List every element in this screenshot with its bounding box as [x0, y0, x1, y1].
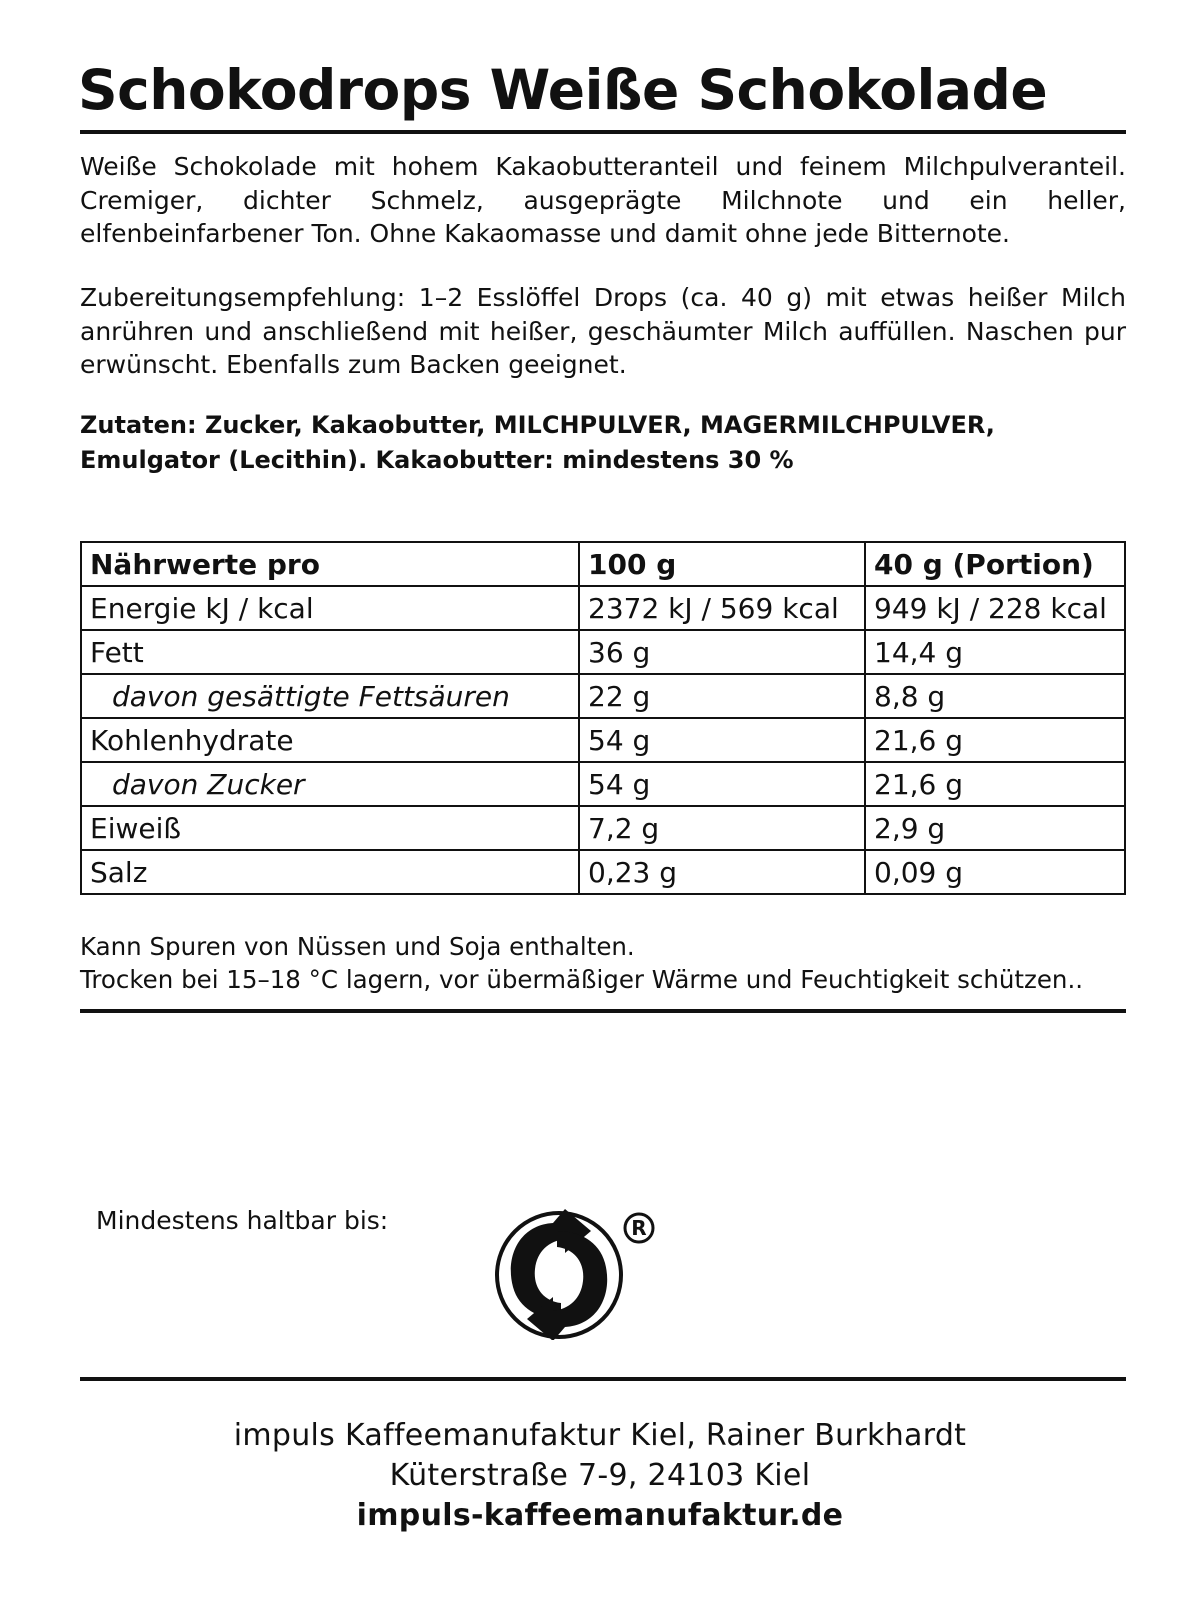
best-before-label: Mindestens haltbar bis: — [96, 1206, 389, 1235]
nutrient-label: Salz — [81, 850, 579, 894]
green-dot-recycling-icon — [494, 1200, 669, 1340]
value-per-100g: 7,2 g — [579, 806, 865, 850]
storage-note: Trocken bei 15–18 °C lagern, vor übermäßiger Wärme und Feuchtigkeit schützen.. — [80, 965, 1084, 994]
allergen-note: Kann Spuren von Nüssen und Soja enthalten. — [80, 932, 635, 961]
nutrient-label: Fett — [81, 630, 579, 674]
table-row — [81, 586, 1125, 630]
value-per-portion: 949 kJ / 228 kcal — [865, 586, 1125, 630]
value-per-portion: 2,9 g — [865, 806, 1125, 850]
value-per-portion: 21,6 g — [865, 718, 1125, 762]
value-per-100g: 2372 kJ / 569 kcal — [579, 586, 865, 630]
nutrient-label: Energie kJ / kcal — [81, 586, 579, 630]
value-per-100g: 54 g — [579, 762, 865, 806]
table-row — [81, 718, 1125, 762]
nutrient-label: Eiweiß — [81, 806, 579, 850]
table-row — [81, 806, 1125, 850]
value-per-portion: 21,6 g — [865, 762, 1125, 806]
header-nutrient: Nährwerte pro — [81, 542, 579, 586]
notes-divider — [80, 1009, 1126, 1013]
footer-website[interactable]: impuls-kaffeemanufaktur.de — [356, 1498, 844, 1533]
ingredients-list: Zutaten: Zucker, Kakaobutter, MILCHPULVER, MAGERMILCHPULVER, Emulgator (Lecithin). Kakaobutter: mindestens 30 % — [80, 411, 995, 474]
value-per-100g: 0,23 g — [579, 850, 865, 894]
nutrition-table — [80, 541, 1126, 895]
value-per-portion: 8,8 g — [865, 674, 1125, 718]
footer-address: Küterstraße 7-9, 24103 Kiel — [389, 1458, 811, 1493]
product-title: Schokodrops Weiße Schokolade — [78, 58, 1048, 122]
table-row — [81, 762, 1125, 806]
value-per-portion: 0,09 g — [865, 850, 1125, 894]
footer-divider — [80, 1377, 1126, 1381]
table-row — [81, 674, 1125, 718]
value-per-100g: 22 g — [579, 674, 865, 718]
nutrient-label: Kohlenhydrate — [81, 718, 579, 762]
header-per-100g: 100 g — [579, 542, 865, 586]
table-row — [81, 850, 1125, 894]
preparation-recommendation: Zubereitungsempfehlung: 1–2 Esslöffel Drops (ca. 40 g) mit etwas heißer Milch anrühren und anschließend mit heißer, geschäumter Milch auffüllen. Naschen pur erwünscht. Ebenfalls zum Backen geeignet. — [80, 283, 1126, 379]
nutrition-header-row — [81, 542, 1125, 586]
value-per-portion: 14,4 g — [865, 630, 1125, 674]
table-row — [81, 630, 1125, 674]
footer-company: impuls Kaffeemanufaktur Kiel, Rainer Burkhardt — [233, 1418, 967, 1453]
nutrient-label: davon Zucker — [81, 762, 579, 806]
nutrient-label: davon gesättigte Fettsäuren — [81, 674, 579, 718]
header-per-portion: 40 g (Portion) — [865, 542, 1125, 586]
title-divider — [80, 130, 1126, 134]
product-description: Weiße Schokolade mit hohem Kakaobutteranteil und feinem Milchpulveranteil. Cremiger, dichter Schmelz, ausgeprägte Milchnote und ein heller, elfenbeinfarbener Ton. Ohne Kakaomasse und damit ohne jede Bitternote. — [80, 152, 1126, 248]
value-per-100g: 54 g — [579, 718, 865, 762]
value-per-100g: 36 g — [579, 630, 865, 674]
registered-mark-icon: R — [631, 1216, 647, 1240]
